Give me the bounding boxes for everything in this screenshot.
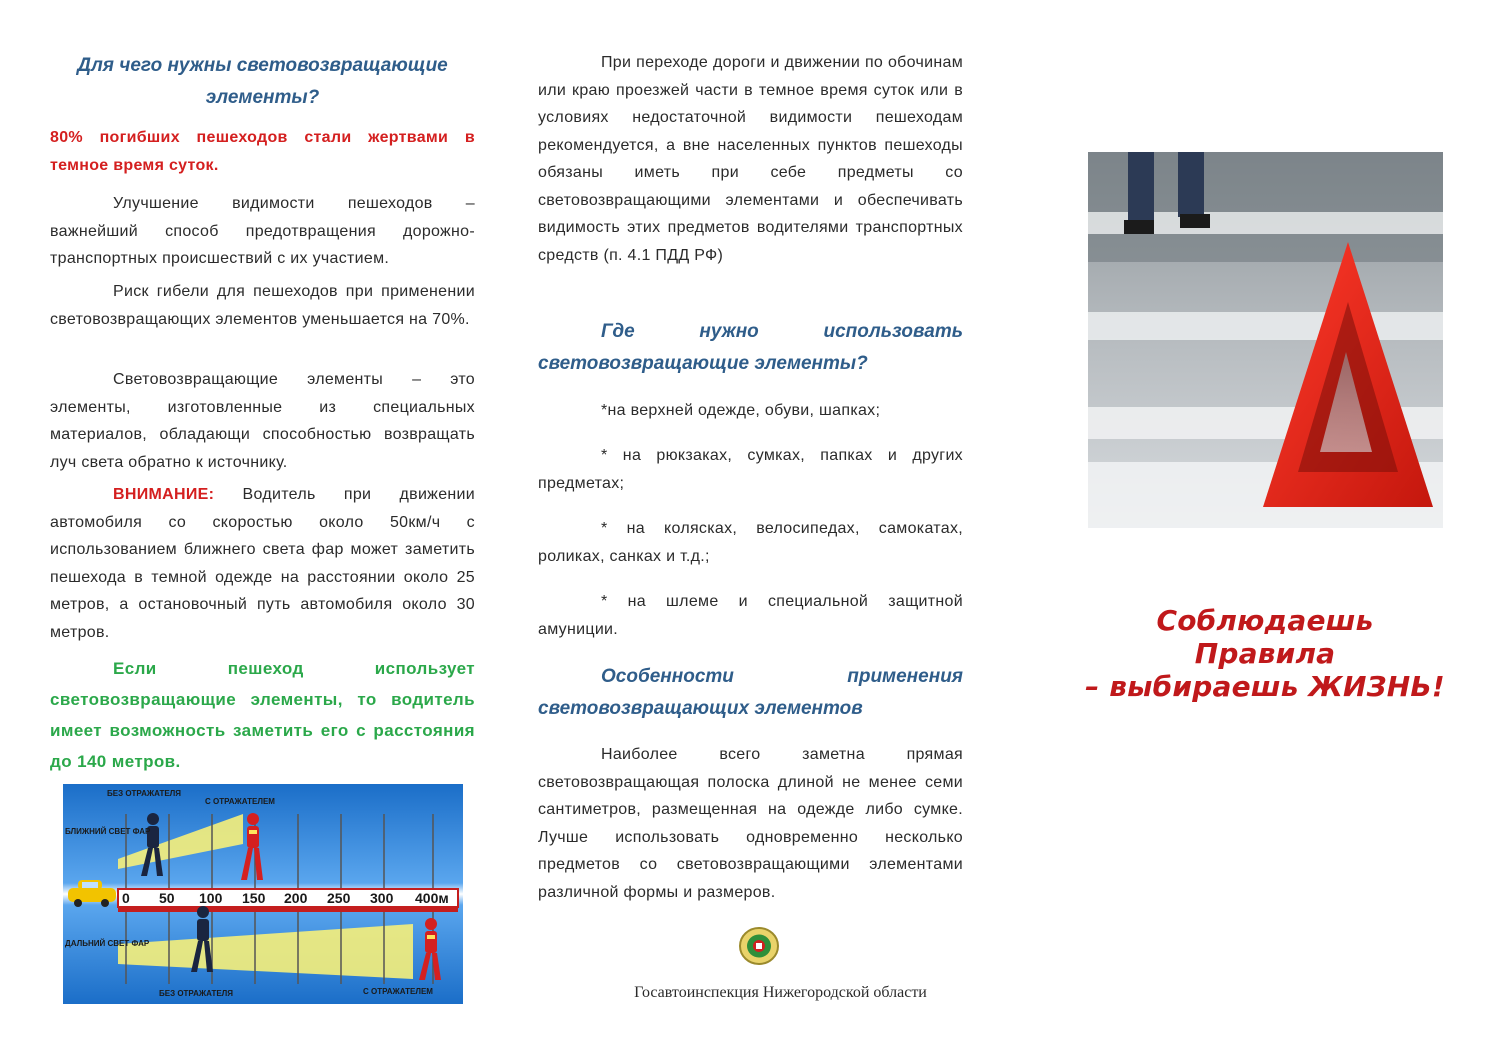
para-definition: Световозвращающие элементы – это элементы, изготовленные из специальных материалов, обладающи способностью возвращать луч света обратно к источнику. [50, 371, 475, 471]
caption-with-reflector-top: С ОТРАЖАТЕЛЕМ [205, 797, 275, 806]
high-beam-cone [118, 924, 413, 979]
warning-text: Водитель при движении автомобиля со скоростью около 50км/ч с использованием ближнего света фар может заметить пешехода в темной одежде на расстоянии около 25 метров, а остановочный путь автомобиля около 30 метров. [50, 486, 475, 641]
where-item: *на верхней одежде, обуви, шапках; [601, 402, 881, 419]
caption-no-reflector-top: БЕЗ ОТРАЖАТЕЛЯ [107, 789, 182, 798]
pedestrian-reflector-top-icon [241, 813, 263, 880]
green-callout: Если пешеход использует световозвращающие элементы, то водитель имеет возможность заметить его с расстояния до 140 метров. [50, 659, 475, 771]
scale-label: 200 [284, 890, 308, 906]
caption-high-beam: ДАЛЬНИЙ СВЕТ ФАР [65, 939, 150, 948]
scale-label: 300 [370, 890, 394, 906]
caption-low-beam: БЛИЖНИЙ СВЕТ ФАР [65, 827, 151, 836]
scale-label: 100 [199, 890, 223, 906]
scale-label: 250 [327, 890, 351, 906]
pedestrian-reflector-bottom-icon [419, 918, 441, 980]
scale-label: 150 [242, 890, 266, 906]
para-warning [50, 481, 475, 646]
stat-text: 80% погибших пешеходов стали жертвами в темное время суток. [50, 129, 475, 174]
features-heading: Особенности применения световозвращающих элементов [538, 666, 963, 719]
scale-label: 50 [159, 890, 175, 906]
where-item: * на шлеме и специальной защитной амуниции. [538, 593, 963, 638]
where-item: * на рюкзаках, сумках, папках и других предметах; [538, 447, 963, 492]
traffic-police-emblem-icon [738, 926, 780, 966]
para-visibility: Улучшение видимости пешеходов – важнейший способ предотвращения дорожно-транспортных происшествий с их участием. [50, 195, 475, 267]
slogan-line2: – выбираешь ЖИЗНЬ! [1085, 670, 1445, 703]
warning-label: ВНИМАНИЕ: [113, 486, 215, 503]
scale-label: 0 [122, 890, 130, 906]
headlight-visibility-diagram [63, 784, 463, 1004]
footer-organization: Госавтоинспекция Нижегородской области [634, 984, 927, 1001]
scale-label: 400м [415, 890, 449, 906]
where-heading: Где нужно использовать световозвращающие элементы? [538, 321, 963, 374]
warning-triangle-photo [1088, 152, 1443, 528]
car-icon [68, 880, 116, 907]
low-beam-cone [118, 814, 243, 869]
caption-with-reflector-bottom: С ОТРАЖАТЕЛЕМ [363, 987, 433, 996]
slogan-line1: Соблюдаешь Правила [1156, 604, 1374, 670]
where-item: * на колясках, велосипедах, самокатах, роликах, санках и т.д.; [538, 520, 963, 565]
para-risk: Риск гибели для пешеходов при применении световозвращающих элементов уменьшается на 70%. [50, 283, 475, 328]
features-paragraph: Наиболее всего заметна прямая световозвращающая полоска длиной не менее семи сантиметров, размещенная на одежде либо сумке. Лучше использовать одновременно несколько предметов со световозвращающими элементами различной формы и размеров. [538, 746, 963, 901]
caption-no-reflector-bottom: БЕЗ ОТРАЖАТЕЛЯ [159, 989, 234, 998]
intro-paragraph: При переходе дороги и движении по обочинам или краю проезжей части в темное время суток или в условиях недостаточной видимости пешеходам рекомендуется, а вне населенных пунктов пешеходы обязаны иметь при себе предметы со световозвращающими элементами и обеспечивать видимость этих предметов водителями транспортных средств (п. 4.1 ПДД РФ) [538, 54, 963, 264]
left-heading: Для чего нужны световозвращающие элементы? [77, 55, 448, 108]
